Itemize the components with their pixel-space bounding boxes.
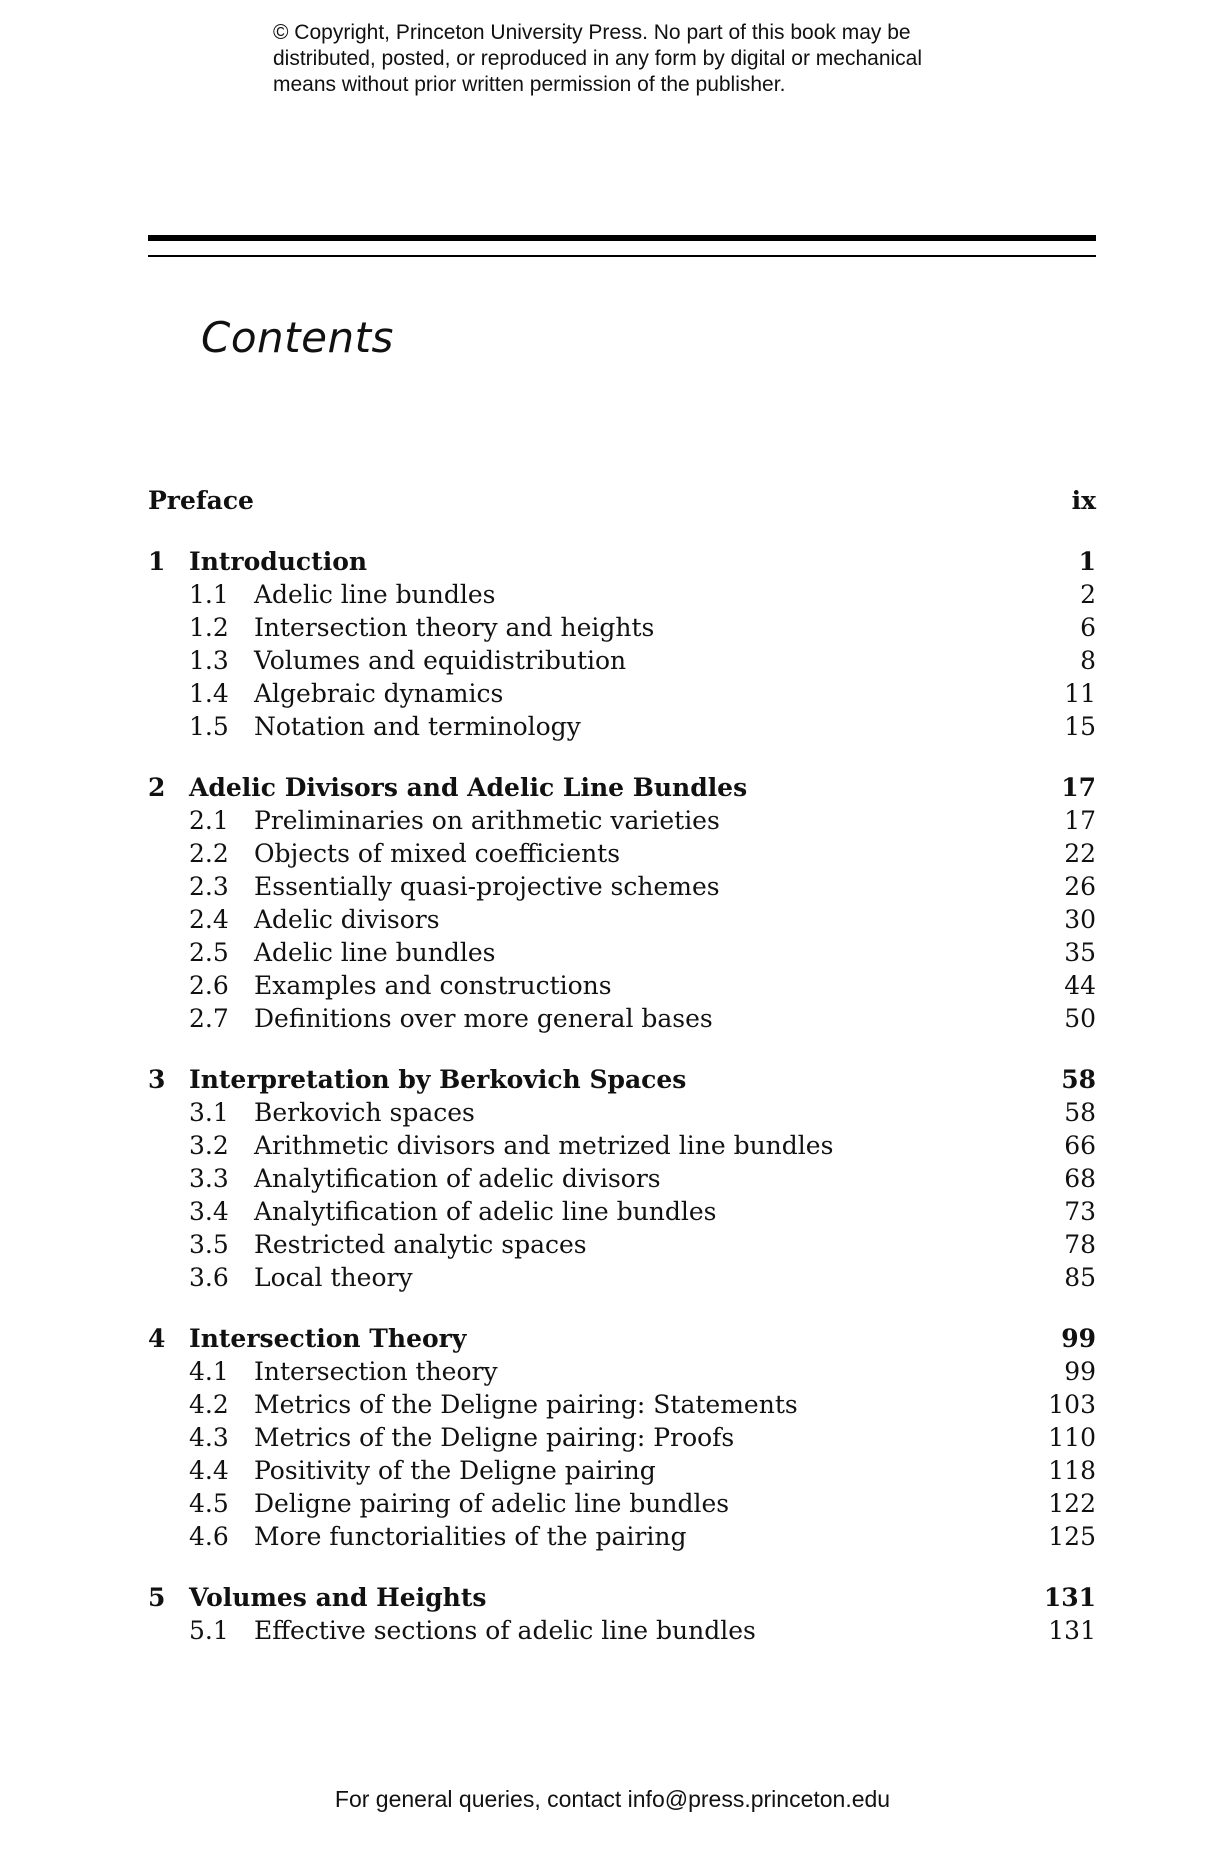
toc-section-2-2[interactable] <box>148 837 1096 870</box>
toc-section-title: Notation and terminology <box>254 712 581 741</box>
toc-chapter-title: Introduction <box>189 547 368 576</box>
toc-section-2-3[interactable] <box>148 870 1096 903</box>
toc-section-page: 85 <box>1064 1263 1096 1292</box>
toc-section-2-5[interactable] <box>148 936 1096 969</box>
toc-section-number: 2.1 <box>189 806 229 835</box>
toc-section-page: 66 <box>1064 1131 1096 1160</box>
toc-section-title: Local theory <box>254 1263 413 1292</box>
toc-section-page: 73 <box>1064 1197 1096 1226</box>
toc-section-title: More functorialities of the pairing <box>254 1522 687 1551</box>
toc-section-page: 30 <box>1064 905 1096 934</box>
toc-section-title: Berkovich spaces <box>254 1098 475 1127</box>
toc-section-number: 4.6 <box>189 1522 229 1551</box>
toc-section-number: 3.3 <box>189 1164 229 1193</box>
toc-section-page: 78 <box>1064 1230 1096 1259</box>
toc-section-page: 15 <box>1064 712 1096 741</box>
toc-section-page: 110 <box>1048 1423 1096 1452</box>
toc-section-2-6[interactable] <box>148 969 1096 1002</box>
toc-section-title: Adelic divisors <box>254 905 440 934</box>
toc-section-title: Metrics of the Deligne pairing: Statements <box>254 1390 798 1419</box>
toc-section-1-2[interactable] <box>148 611 1096 644</box>
toc-section-page: 99 <box>1064 1357 1096 1386</box>
toc-chapter-number: 1 <box>148 547 166 576</box>
toc-chapter-page: 58 <box>1061 1065 1096 1094</box>
toc-section-page: 103 <box>1048 1390 1096 1419</box>
toc-section-title: Adelic line bundles <box>254 580 496 609</box>
toc-entry-page: ix <box>1071 486 1096 515</box>
toc-section-number: 3.6 <box>189 1263 229 1292</box>
toc-gap <box>148 1035 1096 1063</box>
footer-contact: For general queries, contact info@press.princeton.edu <box>334 1786 891 1812</box>
toc-section-page: 11 <box>1064 679 1096 708</box>
toc-section-number: 4.1 <box>189 1357 229 1386</box>
toc-section-number: 4.4 <box>189 1456 229 1485</box>
toc-section-3-5[interactable] <box>148 1228 1096 1261</box>
toc-section-2-4[interactable] <box>148 903 1096 936</box>
toc-section-page: 122 <box>1048 1489 1096 1518</box>
toc-section-title: Analytification of adelic line bundles <box>254 1197 717 1226</box>
page-title: Contents <box>201 313 394 362</box>
toc-section-3-4[interactable] <box>148 1195 1096 1228</box>
toc-section-number: 3.4 <box>189 1197 229 1226</box>
toc-section-3-3[interactable] <box>148 1162 1096 1195</box>
toc-section-number: 2.5 <box>189 938 229 967</box>
toc-section-title: Restricted analytic spaces <box>254 1230 587 1259</box>
toc-section-number: 4.3 <box>189 1423 229 1452</box>
toc-section-page: 50 <box>1064 1004 1096 1033</box>
toc-section-number: 5.1 <box>189 1616 229 1645</box>
toc-chapter-title: Interpretation by Berkovich Spaces <box>189 1065 687 1094</box>
toc-chapter-number: 2 <box>148 773 166 802</box>
toc-section-title: Volumes and equidistribution <box>254 646 627 675</box>
toc-gap <box>148 517 1096 545</box>
toc-chapter-page: 99 <box>1061 1324 1096 1353</box>
toc-section-number: 1.4 <box>189 679 229 708</box>
toc-section-number: 2.7 <box>189 1004 229 1033</box>
toc-section-3-1[interactable] <box>148 1096 1096 1129</box>
toc-section-number: 1.5 <box>189 712 229 741</box>
toc-section-page: 68 <box>1064 1164 1096 1193</box>
toc-section-number: 1.2 <box>189 613 229 642</box>
toc-section-page: 125 <box>1048 1522 1096 1551</box>
toc-section-page: 17 <box>1064 806 1096 835</box>
toc-section-number: 4.5 <box>189 1489 229 1518</box>
toc-entry-preface[interactable] <box>148 484 1096 517</box>
toc-chapter-page: 17 <box>1061 773 1096 802</box>
toc-section-number: 1.3 <box>189 646 229 675</box>
toc-section-page: 118 <box>1048 1456 1096 1485</box>
toc-section-page: 2 <box>1080 580 1096 609</box>
toc-section-title: Intersection theory <box>254 1357 498 1386</box>
toc-section-title: Essentially quasi-projective schemes <box>254 872 720 901</box>
toc-section-4-5[interactable] <box>148 1487 1096 1520</box>
toc-section-1-4[interactable] <box>148 677 1096 710</box>
toc-gap <box>148 1294 1096 1322</box>
toc-section-page: 58 <box>1064 1098 1096 1127</box>
toc-gap <box>148 743 1096 771</box>
header-rule-thick <box>148 235 1096 241</box>
toc-section-number: 1.1 <box>189 580 229 609</box>
toc-section-page: 22 <box>1064 839 1096 868</box>
toc-section-number: 3.5 <box>189 1230 229 1259</box>
toc-chapter-title: Adelic Divisors and Adelic Line Bundles <box>189 773 748 802</box>
toc-section-title: Preliminaries on arithmetic varieties <box>254 806 720 835</box>
toc-chapter-3[interactable] <box>148 1063 1096 1096</box>
toc-section-page: 44 <box>1064 971 1096 1000</box>
toc-chapter-title: Volumes and Heights <box>189 1583 487 1612</box>
copyright-line: © Copyright, Princeton University Press. No part of this book may be <box>273 21 911 44</box>
toc-section-number: 4.2 <box>189 1390 229 1419</box>
toc-section-number: 2.4 <box>189 905 229 934</box>
toc-chapter-1[interactable] <box>148 545 1096 578</box>
toc-section-title: Examples and constructions <box>254 971 612 1000</box>
toc-section-title: Effective sections of adelic line bundles <box>254 1616 756 1645</box>
toc-section-number: 3.1 <box>189 1098 229 1127</box>
toc-section-1-5[interactable] <box>148 710 1096 743</box>
toc-section-page: 35 <box>1064 938 1096 967</box>
toc-chapter-number: 5 <box>148 1583 166 1612</box>
toc-chapter-2[interactable] <box>148 771 1096 804</box>
header-rule-thin <box>148 255 1096 257</box>
toc-section-number: 2.6 <box>189 971 229 1000</box>
toc-section-3-2[interactable] <box>148 1129 1096 1162</box>
copyright-line: means without prior written permission of the publisher. <box>273 73 786 96</box>
toc-section-2-1[interactable] <box>148 804 1096 837</box>
toc-section-1-1[interactable] <box>148 578 1096 611</box>
toc-section-title: Deligne pairing of adelic line bundles <box>254 1489 730 1518</box>
toc-chapter-title: Intersection Theory <box>189 1324 467 1353</box>
toc-section-title: Positivity of the Deligne pairing <box>254 1456 656 1485</box>
toc-chapter-number: 3 <box>148 1065 166 1094</box>
toc-section-2-7[interactable] <box>148 1002 1096 1035</box>
toc-section-4-1[interactable] <box>148 1355 1096 1388</box>
toc-section-title: Metrics of the Deligne pairing: Proofs <box>254 1423 735 1452</box>
toc-section-page: 8 <box>1080 646 1096 675</box>
table-of-contents <box>148 484 1096 1647</box>
copyright-notice <box>273 20 993 98</box>
toc-section-3-6[interactable] <box>148 1261 1096 1294</box>
toc-section-title: Analytification of adelic divisors <box>254 1164 661 1193</box>
toc-section-title: Adelic line bundles <box>254 938 496 967</box>
toc-chapter-5[interactable] <box>148 1581 1096 1614</box>
toc-section-page: 131 <box>1048 1616 1096 1645</box>
toc-section-5-1[interactable] <box>148 1614 1096 1647</box>
toc-section-4-3[interactable] <box>148 1421 1096 1454</box>
toc-section-number: 2.3 <box>189 872 229 901</box>
toc-section-title: Intersection theory and heights <box>254 613 655 642</box>
toc-chapter-page: 1 <box>1078 547 1096 576</box>
copyright-line: distributed, posted, or reproduced in any form by digital or mechanical <box>273 47 923 70</box>
toc-section-page: 26 <box>1064 872 1096 901</box>
toc-section-page: 6 <box>1080 613 1096 642</box>
toc-section-4-4[interactable] <box>148 1454 1096 1487</box>
toc-chapter-4[interactable] <box>148 1322 1096 1355</box>
toc-section-number: 2.2 <box>189 839 229 868</box>
toc-section-4-2[interactable] <box>148 1388 1096 1421</box>
toc-section-4-6[interactable] <box>148 1520 1096 1553</box>
toc-section-title: Objects of mixed coefficients <box>254 839 621 868</box>
toc-section-number: 3.2 <box>189 1131 229 1160</box>
toc-section-title: Definitions over more general bases <box>254 1004 713 1033</box>
toc-section-title: Algebraic dynamics <box>254 679 504 708</box>
toc-chapter-page: 131 <box>1043 1583 1096 1612</box>
toc-gap <box>148 1553 1096 1581</box>
toc-entry-title: Preface <box>148 486 254 515</box>
toc-section-title: Arithmetic divisors and metrized line bundles <box>254 1131 834 1160</box>
toc-section-1-3[interactable] <box>148 644 1096 677</box>
toc-chapter-number: 4 <box>148 1324 166 1353</box>
